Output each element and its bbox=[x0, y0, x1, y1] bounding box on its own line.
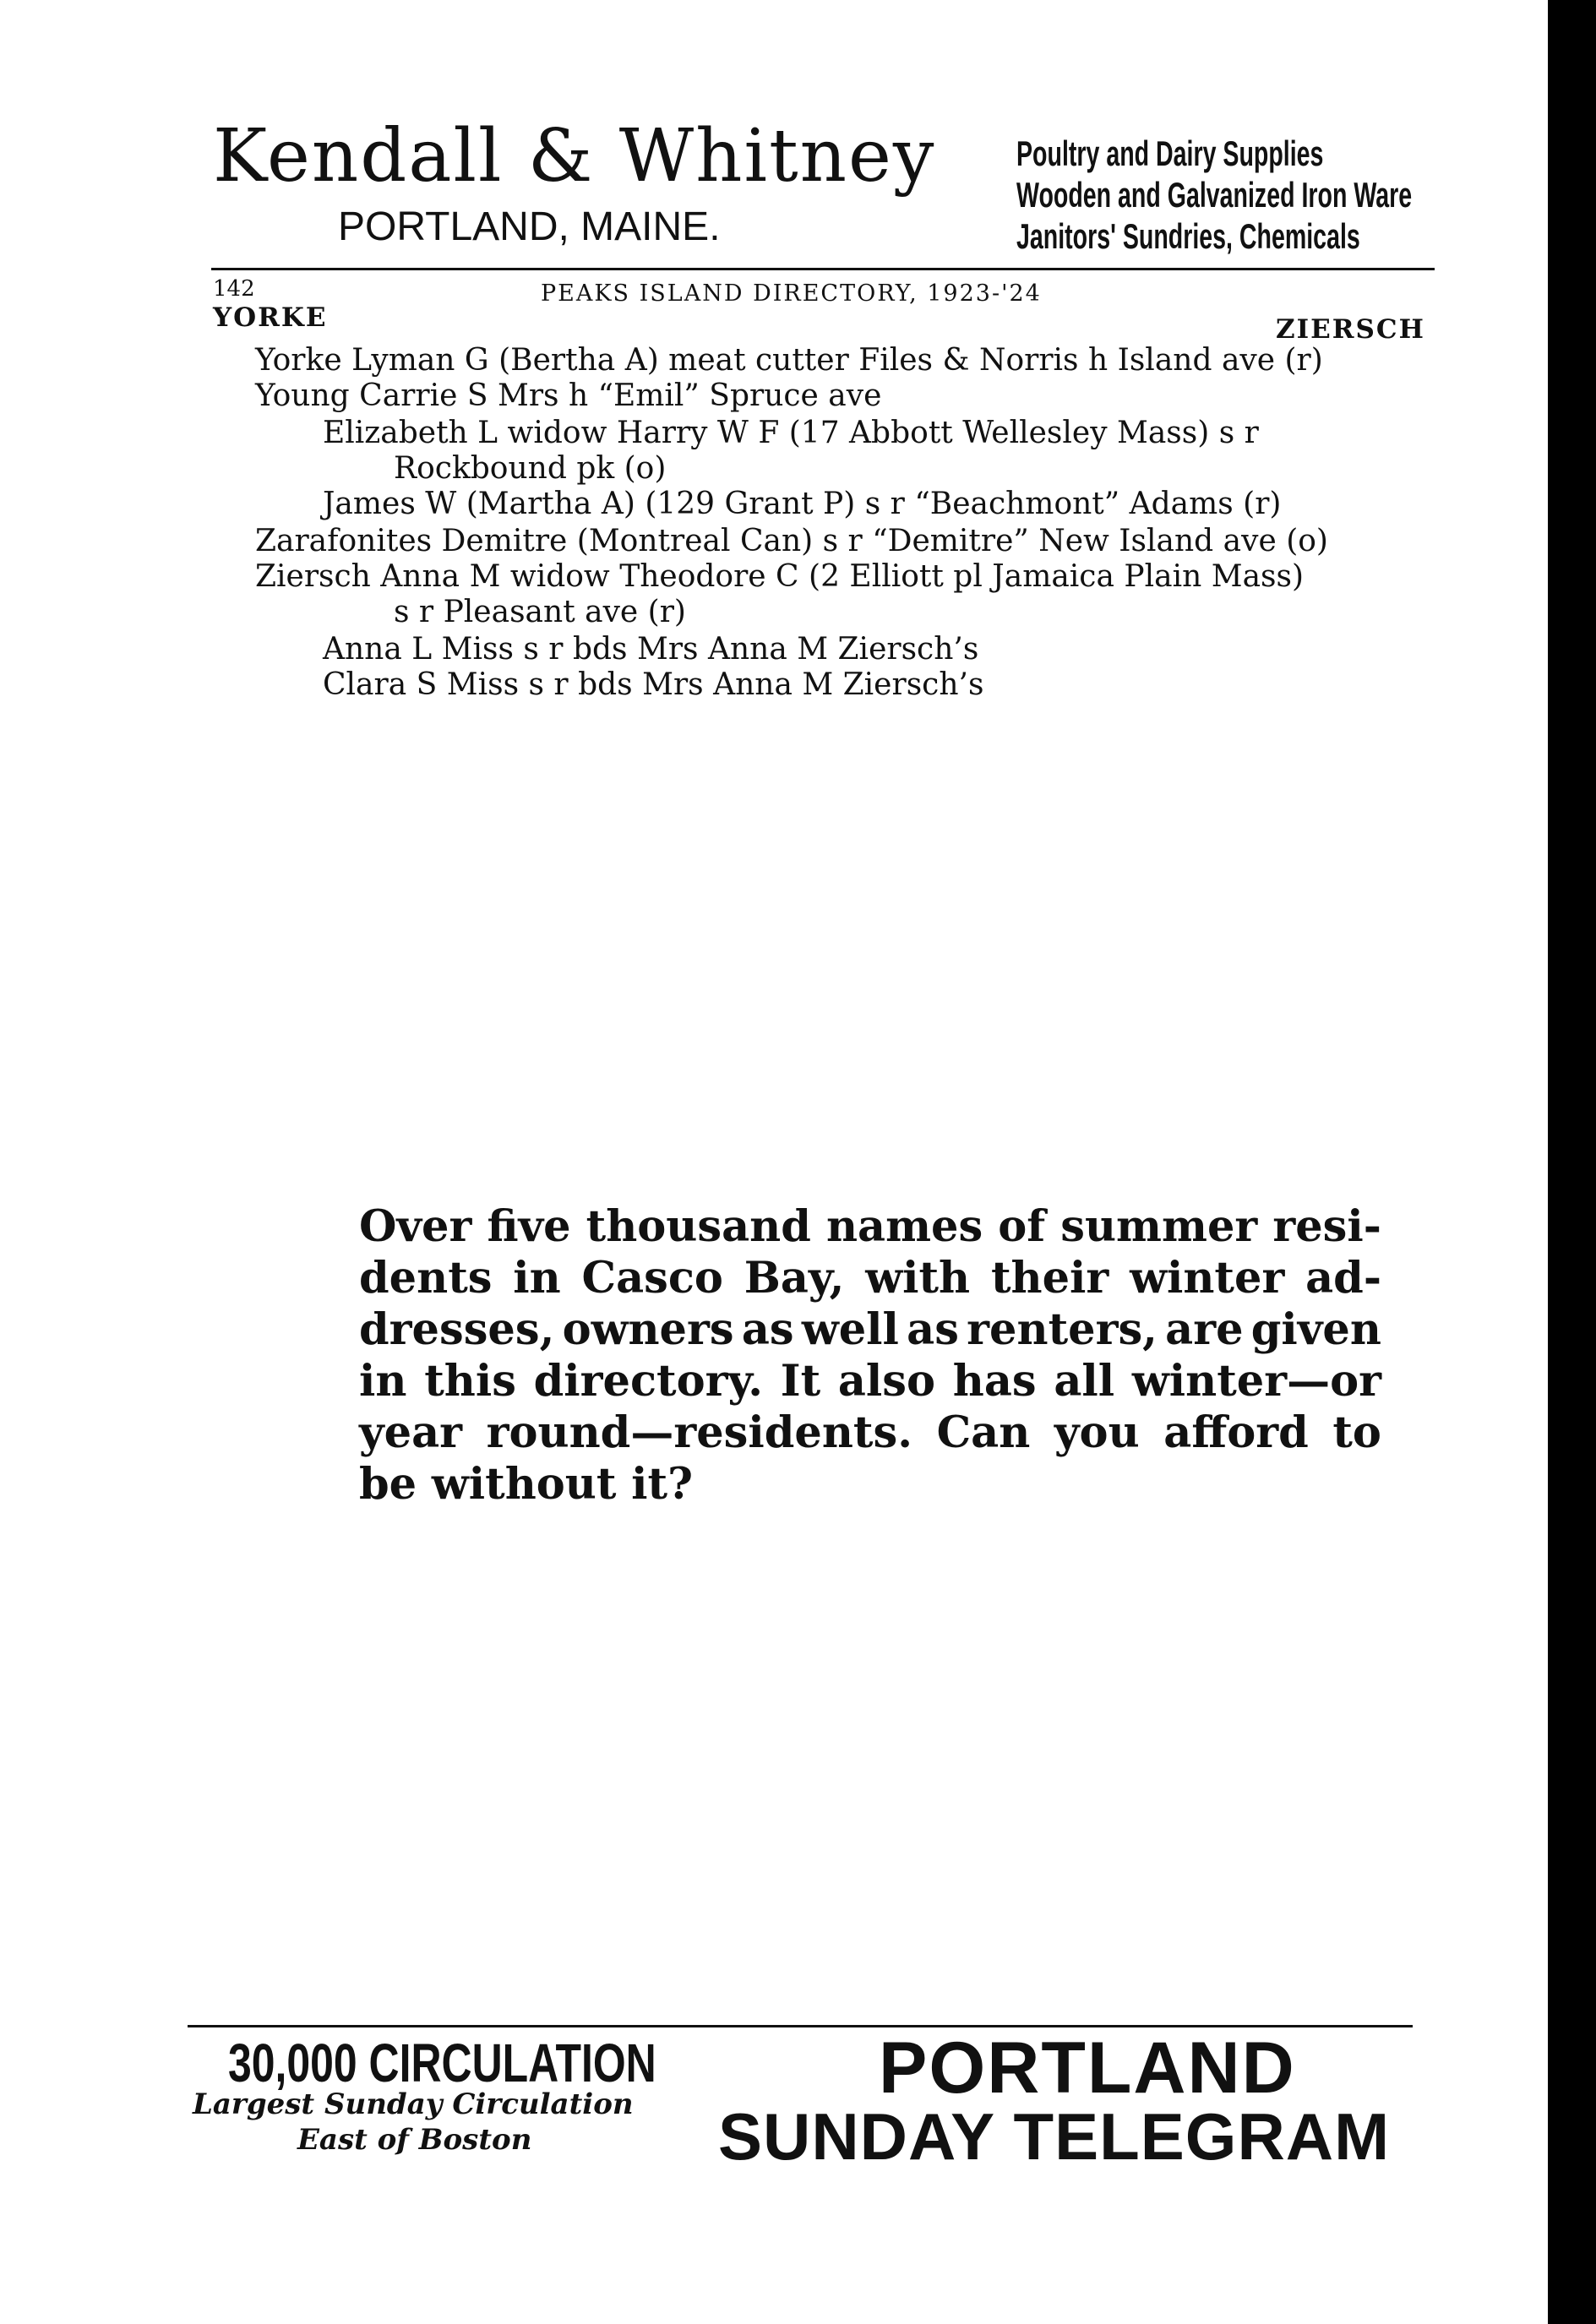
directory-entry: Anna L Miss s r bds Mrs Anna M Ziersch’s bbox=[323, 632, 979, 667]
promo-line: Over five thousand names of summer resi- bbox=[359, 1201, 1381, 1252]
promo-line-last: be without it? bbox=[359, 1459, 694, 1510]
running-head-title: PEAKS ISLAND DIRECTORY, 1923-'24 bbox=[541, 280, 1042, 307]
directory-entry: James W (Martha A) (129 Grant P) s r “Beachmont” Adams (r) bbox=[323, 487, 1282, 521]
advertiser-products bbox=[1016, 133, 1412, 257]
product-line: Wooden and Galvanized Iron Ware bbox=[1016, 175, 1413, 215]
header-rule bbox=[211, 268, 1435, 270]
promo-line: year round—residents. Can you afford to bbox=[359, 1407, 1381, 1458]
promo-line: in this directory. It also has all winter—or bbox=[359, 1356, 1381, 1407]
newspaper-name-line-1: PORTLAND bbox=[879, 2027, 1296, 2109]
newspaper-name-line-2: SUNDAY TELEGRAM bbox=[718, 2099, 1391, 2174]
circulation-tagline: Largest Sunday Circulation bbox=[193, 2087, 634, 2121]
advertiser-name: Kendall & Whitney bbox=[213, 114, 936, 199]
circulation-headline: 30,000 CIRCULATION bbox=[228, 2033, 656, 2093]
directory-entry: Clara S Miss s r bds Mrs Anna M Ziersch’s bbox=[323, 667, 984, 702]
directory-entry-continuation: Rockbound pk (o) bbox=[394, 451, 667, 486]
promo-paragraph bbox=[359, 1201, 1381, 1510]
product-line: Janitors' Sundries, Chemicals bbox=[1016, 216, 1360, 256]
scan-edge-bar bbox=[1548, 0, 1596, 2324]
promo-line: dresses, owners as well as renters, are given bbox=[359, 1304, 1381, 1355]
directory-entry: Young Carrie S Mrs h “Emil” Spruce ave bbox=[255, 378, 882, 413]
directory-entry: Yorke Lyman G (Bertha A) meat cutter Files & Norris h Island ave (r) bbox=[255, 343, 1323, 378]
promo-line: dents in Casco Bay, with their winter ad- bbox=[359, 1253, 1381, 1304]
guide-word-left: YORKE bbox=[213, 302, 328, 333]
directory-entry: Zarafonites Demitre (Montreal Can) s r “Demitre” New Island ave (o) bbox=[255, 524, 1328, 558]
circulation-tagline-2: East of Boston bbox=[297, 2123, 532, 2157]
directory-entry: Ziersch Anna M widow Theodore C (2 Elliott pl Jamaica Plain Mass) bbox=[255, 559, 1305, 594]
product-line: Poultry and Dairy Supplies bbox=[1016, 133, 1324, 173]
directory-entry: Elizabeth L widow Harry W F (17 Abbott Wellesley Mass) s r bbox=[323, 416, 1259, 450]
page-number: 142 bbox=[213, 276, 255, 302]
advertiser-city: PORTLAND, MAINE. bbox=[338, 204, 721, 249]
directory-entry-continuation: s r Pleasant ave (r) bbox=[394, 595, 686, 629]
guide-word-right: ZIERSCH bbox=[1276, 314, 1425, 345]
